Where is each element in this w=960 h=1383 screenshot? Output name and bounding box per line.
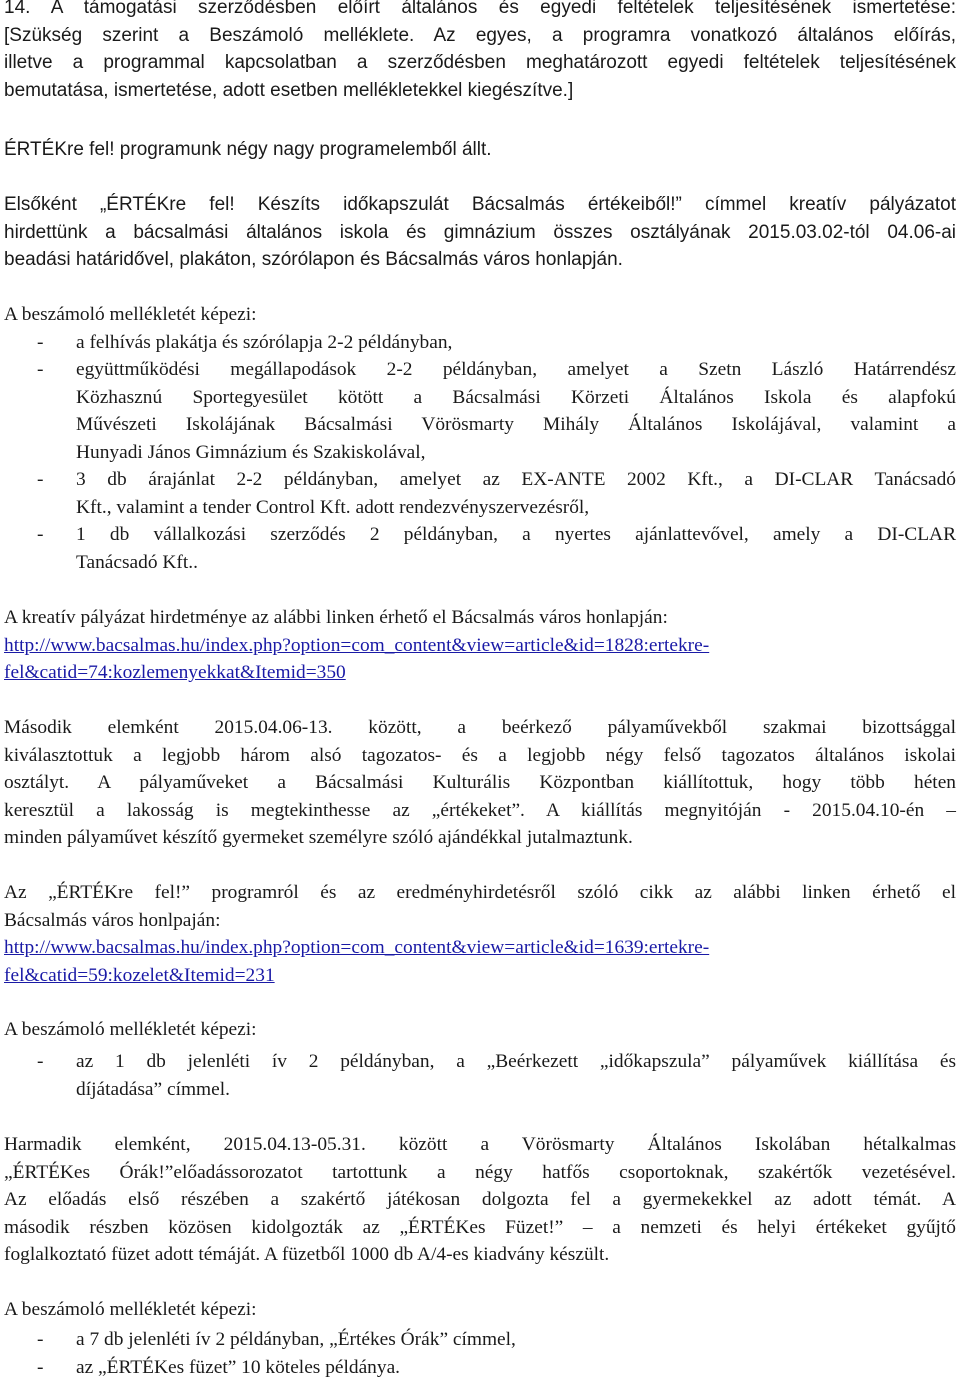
text-line: Hunyadi János Gimnázium és Szakiskolával, [76,441,426,463]
third-element-paragraph [4,1131,956,1269]
second-element-paragraph [4,714,956,852]
text-line: Közhasznú Sportegyesület kötött a Bácsalmási Körzeti Általános Iskola és alapfokú [76,386,956,408]
text-line: 3 db árajánlat 2-2 példányban, amelyet az EX-ANTE 2002 Kft., a DI-CLAR Tanácsadó [76,469,956,490]
text-line: [Szükség szerint a Beszámoló melléklete. Az egyes, a programra vonatkozó általános előírás, [4,24,956,46]
text-line: díjátadása” címmel. [76,1078,230,1100]
text-line: „ÉRTÉKes Órák!”előadássorozatot tartottunk a négy hatfős csoportoknak, szakértők vezetésével. [4,1161,956,1183]
text-line: a 7 db jelenléti ív 2 példányban, „Értékes Órák” címmel, [76,1329,516,1350]
text-line: Az „ÉRTÉKre fel!” programról és az eredményhirdetésről szóló cikk az alábbi linken érhető el [4,882,956,903]
text-line: Tanácsadó Kft.. [76,551,198,573]
text-line: A beszámoló mellékletét képezi: [4,1019,257,1040]
text-line: az 1 db jelenléti ív 2 példányban, a „Beérkezett „időkapszula” pályaművek kiállítása és [76,1051,956,1072]
text-line: a felhívás plakátja és szórólapja 2-2 példányban, [76,332,453,353]
text-line: ÉRTÉKre fel! programunk négy nagy programelemből állt. [4,139,492,160]
article-link-continued[interactable]: fel&catid=59:kozelet&Itemid=231 [4,964,275,986]
list-dash: - [37,1357,44,1378]
list-dash: - [37,359,44,380]
announcement-link-continued[interactable]: fel&catid=74:kozlemenyekkat&Itemid=350 [4,662,346,683]
text-line: illetve a programmal kapcsolatban a szerződésben meghatározott egyedi feltételek teljesítésének [4,52,956,73]
section-14-heading [4,0,956,104]
text-line: beadási határidővel, plakáton, szórólapon és Bácsalmás város honlapján. [4,249,623,270]
text-line: Harmadik elemként, 2015.04.13-05.31. között a Vörösmarty Általános Iskolában hétalkalmas [4,1134,956,1155]
text-line: 14. A támogatási szerződésben előírt általános és egyedi feltételek teljesítésének ismertetése: [4,0,956,18]
article-link[interactable]: http://www.bacsalmas.hu/index.php?option=com_content&view=article&id=1639:ertekre- [4,937,710,958]
program-intro [4,136,956,164]
text-line: 1 db vállalkozási szerződés 2 példányban, a nyertes ajánlattevővel, amely a DI-CLAR [76,524,956,545]
text-line: foglalkoztató füzet adott témáját. A füzetből 1000 db A/4-es kiadvány készült. [4,1244,610,1265]
text-line: bemutatása, ismertetése, adott esetben mellékletekkel kiegészítve.] [4,79,574,101]
text-line: Művészeti Iskolájának Bácsalmási Vörösmarty Mihály Általános Iskolájával, valamint a [76,414,956,435]
text-line: Második elemként 2015.04.06-13. között, a beérkező pályaművekből szakmai bizottsággal [4,717,956,738]
text-line: Elsőként „ÉRTÉKre fel! Készíts időkapszulát Bácsalmás értékeiből!” címmel kreatív pályázatot [4,194,956,215]
annex-1-heading [4,301,956,329]
list-dash: - [37,1051,44,1072]
text-line: Kft., valamint a tender Control Kft. adott rendezvényszervezésről, [76,496,590,518]
announcement-link[interactable]: http://www.bacsalmas.hu/index.php?option=com_content&view=article&id=1828:ertekre- [4,634,710,656]
link-1-paragraph [4,604,956,687]
annex-3-heading [4,1296,956,1324]
text-line: Az előadás első részében a szakértő játékosan dolgozta fel a gyermekekkel az adott témát. A [4,1189,956,1210]
text-line: hirdettünk a bácsalmási általános iskola és gimnázium összes osztályának 2015.03.02-tól 04.06-ai [4,221,956,243]
text-line: osztályt. A pályaműveket a Bácsalmási Kulturális Központban kiállítottuk, hogy több héten [4,772,956,793]
text-line: együttműködési megállapodások 2-2 példányban, amelyet a Szetn László Határrendész [76,359,956,380]
text-line: második részben közösen kidolgozták az „ÉRTÉKes Füzet!” – a nemzeti és helyi értékeket gyűjtő [4,1216,956,1238]
text-line: keresztül a lakosság is megtekinthesse az „értékeket”. A kiállítás megnyitóján - 2015.04.10-én – [4,799,956,821]
list-dash: - [37,524,44,545]
text-line: A beszámoló mellékletét képezi: [4,1299,257,1320]
text-line: az „ÉRTÉKes füzet” 10 köteles példánya. [76,1357,401,1378]
text-line: minden pályaművet készítő gyermeket személyre szóló ajándékkal jutalmaztunk. [4,827,633,848]
first-element-paragraph [4,191,956,274]
text-line: A beszámoló mellékletét képezi: [4,304,257,325]
list-dash: - [37,469,44,490]
text-line: kiválasztottuk a legjobb három alsó tagozatos- és a legjobb négy felső tagozatos általános iskolai [4,744,956,766]
text-line: A kreatív pályázat hirdetménye az alábbi linken érhető el Bácsalmás város honlapján: [4,607,668,628]
link-2-paragraph [4,879,956,989]
list-dash: - [37,332,44,353]
text-line: Bácsalmás város honlpaján: [4,909,221,931]
list-dash: - [37,1329,44,1350]
annex-2-heading [4,1016,956,1044]
